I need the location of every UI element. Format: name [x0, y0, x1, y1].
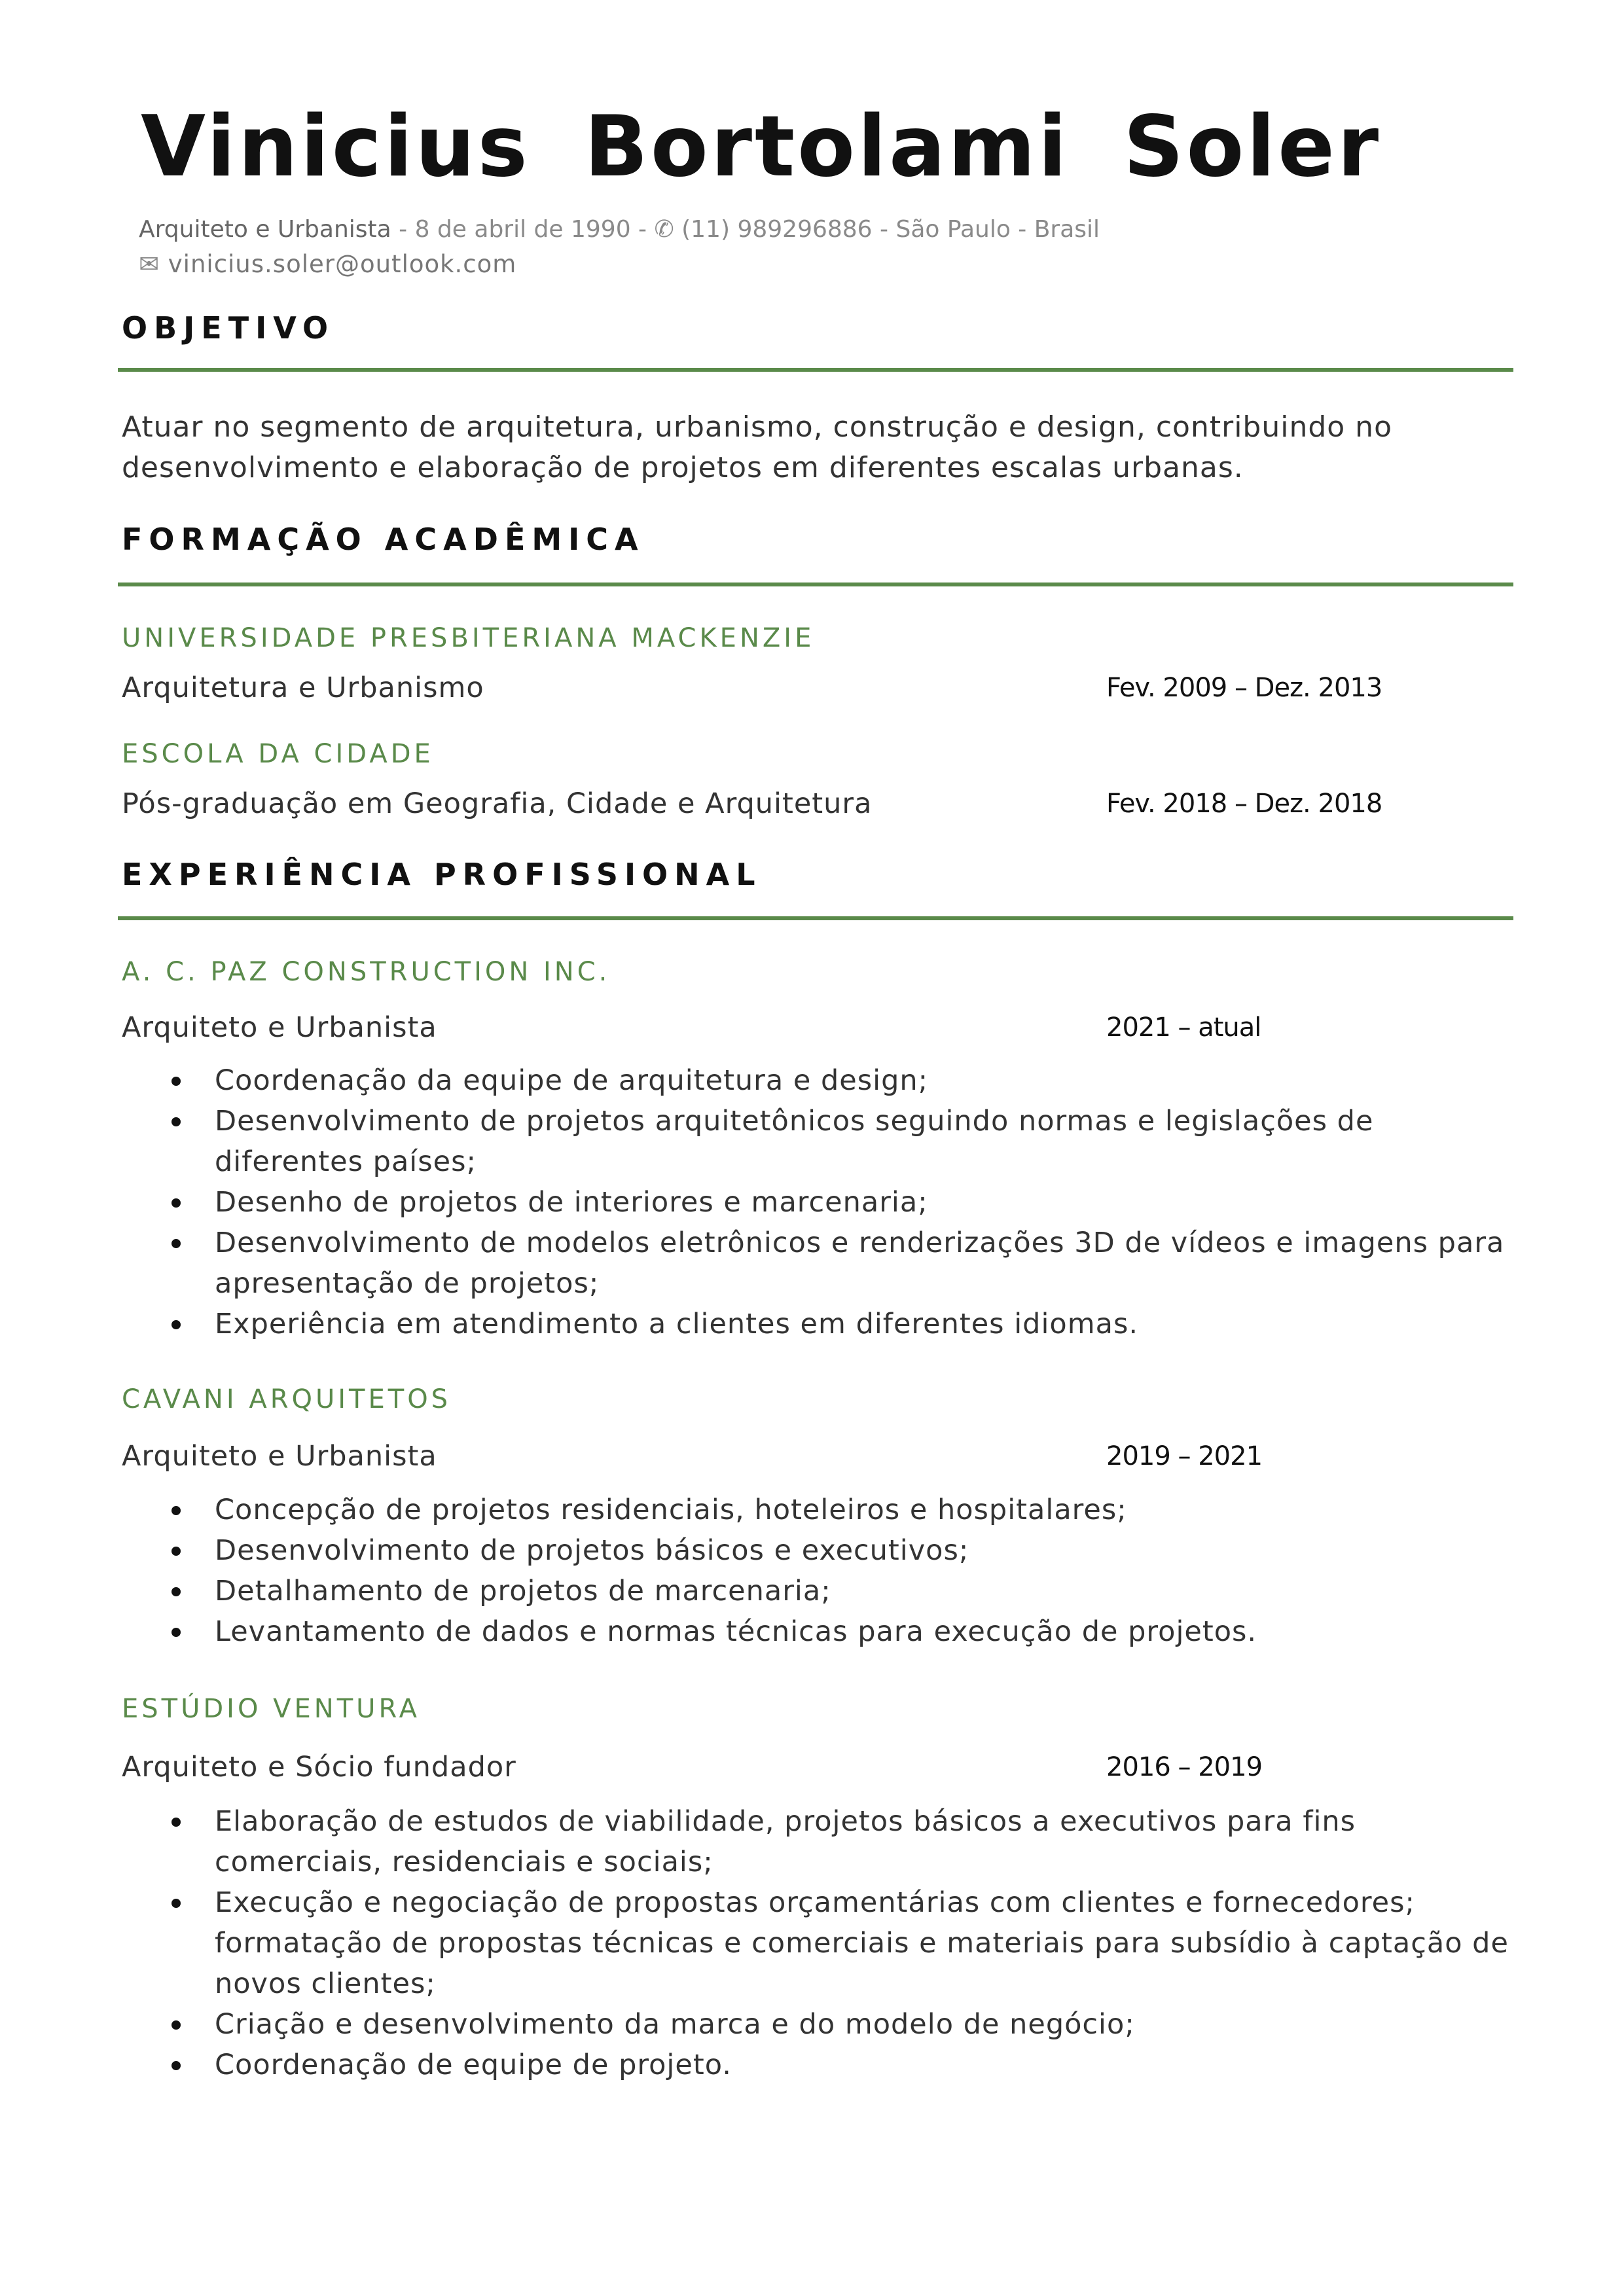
list-item: Coordenação da equipe de arquitetura e design;: [122, 1060, 1509, 1101]
job-responsibilities: [122, 1801, 1509, 2085]
location: - São Paulo - Brasil: [872, 216, 1100, 243]
list-item: Desenvolvimento de projetos básicos e executivos;: [122, 1530, 1509, 1571]
list-item: Elaboração de estudos de viabilidade, projetos básicos a executivos para fins comerciais, residenciais e sociais;: [122, 1801, 1509, 1882]
company-name: ESTÚDIO VENTURA: [122, 1694, 420, 1724]
list-item: Detalhamento de projetos de marcenaria;: [122, 1571, 1509, 1611]
list-item: Desenvolvimento de modelos eletrônicos e renderizações 3D de vídeos e imagens para apresentação de projetos;: [122, 1223, 1509, 1304]
list-item: Execução e negociação de propostas orçamentárias com clientes e fornecedores; formatação de propostas técnicas e comerciais e materiais para subsídio à captação de novos clientes;: [122, 1882, 1509, 2004]
education-dates: Fev. 2009 – Dez. 2013: [1106, 673, 1382, 703]
job-dates: 2021 – atual: [1106, 1013, 1261, 1043]
birth-date: - 8 de abril de 1990 -: [391, 216, 655, 243]
job-dates: 2019 – 2021: [1106, 1441, 1263, 1471]
list-item: Criação e desenvolvimento da marca e do modelo de negócio;: [122, 2004, 1509, 2045]
list-item: Levantamento de dados e normas técnicas para execução de projetos.: [122, 1611, 1509, 1652]
job-role: Arquiteto e Urbanista: [122, 1440, 437, 1473]
list-item: Desenho de projetos de interiores e marcenaria;: [122, 1182, 1509, 1223]
email-line: [139, 249, 516, 280]
job-role: Arquiteto e Sócio fundador: [122, 1751, 516, 1784]
job-title: Arquiteto e Urbanista: [139, 216, 391, 243]
job-dates: 2016 – 2019: [1106, 1752, 1263, 1782]
education-course: Pós-graduação em Geografia, Cidade e Arquitetura: [122, 787, 873, 820]
phone-icon: ✆: [654, 216, 674, 243]
email-address[interactable]: vinicius.soler@outlook.com: [168, 250, 517, 278]
job-responsibilities: [122, 1060, 1509, 1344]
list-item: Coordenação de equipe de projeto.: [122, 2045, 1509, 2085]
section-divider: [118, 368, 1513, 372]
job-responsibilities: [122, 1490, 1509, 1652]
section-title-objective: OBJETIVO: [122, 310, 335, 346]
company-name: CAVANI ARQUITETOS: [122, 1384, 452, 1414]
envelope-icon: ✉: [139, 250, 160, 278]
job-role: Arquiteto e Urbanista: [122, 1011, 437, 1044]
candidate-name: Vinicius Bortolami Soler: [141, 98, 1382, 196]
objective-text: Atuar no segmento de arquitetura, urbanismo, construção e design, contribuindo no desenvolvimento e elaboração de projetos em diferentes escalas urbanas.: [122, 410, 1392, 484]
list-item: Experiência em atendimento a clientes em diferentes idiomas.: [122, 1304, 1509, 1344]
education-institution: UNIVERSIDADE PRESBITERIANA MACKENZIE: [122, 623, 815, 653]
contact-line: [139, 214, 1100, 245]
list-item: Concepção de projetos residenciais, hoteleiros e hospitalares;: [122, 1490, 1509, 1530]
section-divider: [118, 583, 1513, 586]
company-name: A. C. PAZ CONSTRUCTION INC.: [122, 957, 611, 987]
phone-number: (11) 989296886: [681, 216, 873, 243]
education-dates: Fev. 2018 – Dez. 2018: [1106, 789, 1382, 819]
section-divider: [118, 916, 1513, 920]
section-title-experience: EXPERIÊNCIA PROFISSIONAL: [122, 857, 762, 892]
education-institution: ESCOLA DA CIDADE: [122, 739, 434, 769]
list-item: Desenvolvimento de projetos arquitetônicos seguindo normas e legislações de diferentes países;: [122, 1101, 1509, 1182]
section-title-education: FORMAÇÃO ACADÊMICA: [122, 522, 645, 557]
education-course: Arquitetura e Urbanismo: [122, 672, 484, 704]
